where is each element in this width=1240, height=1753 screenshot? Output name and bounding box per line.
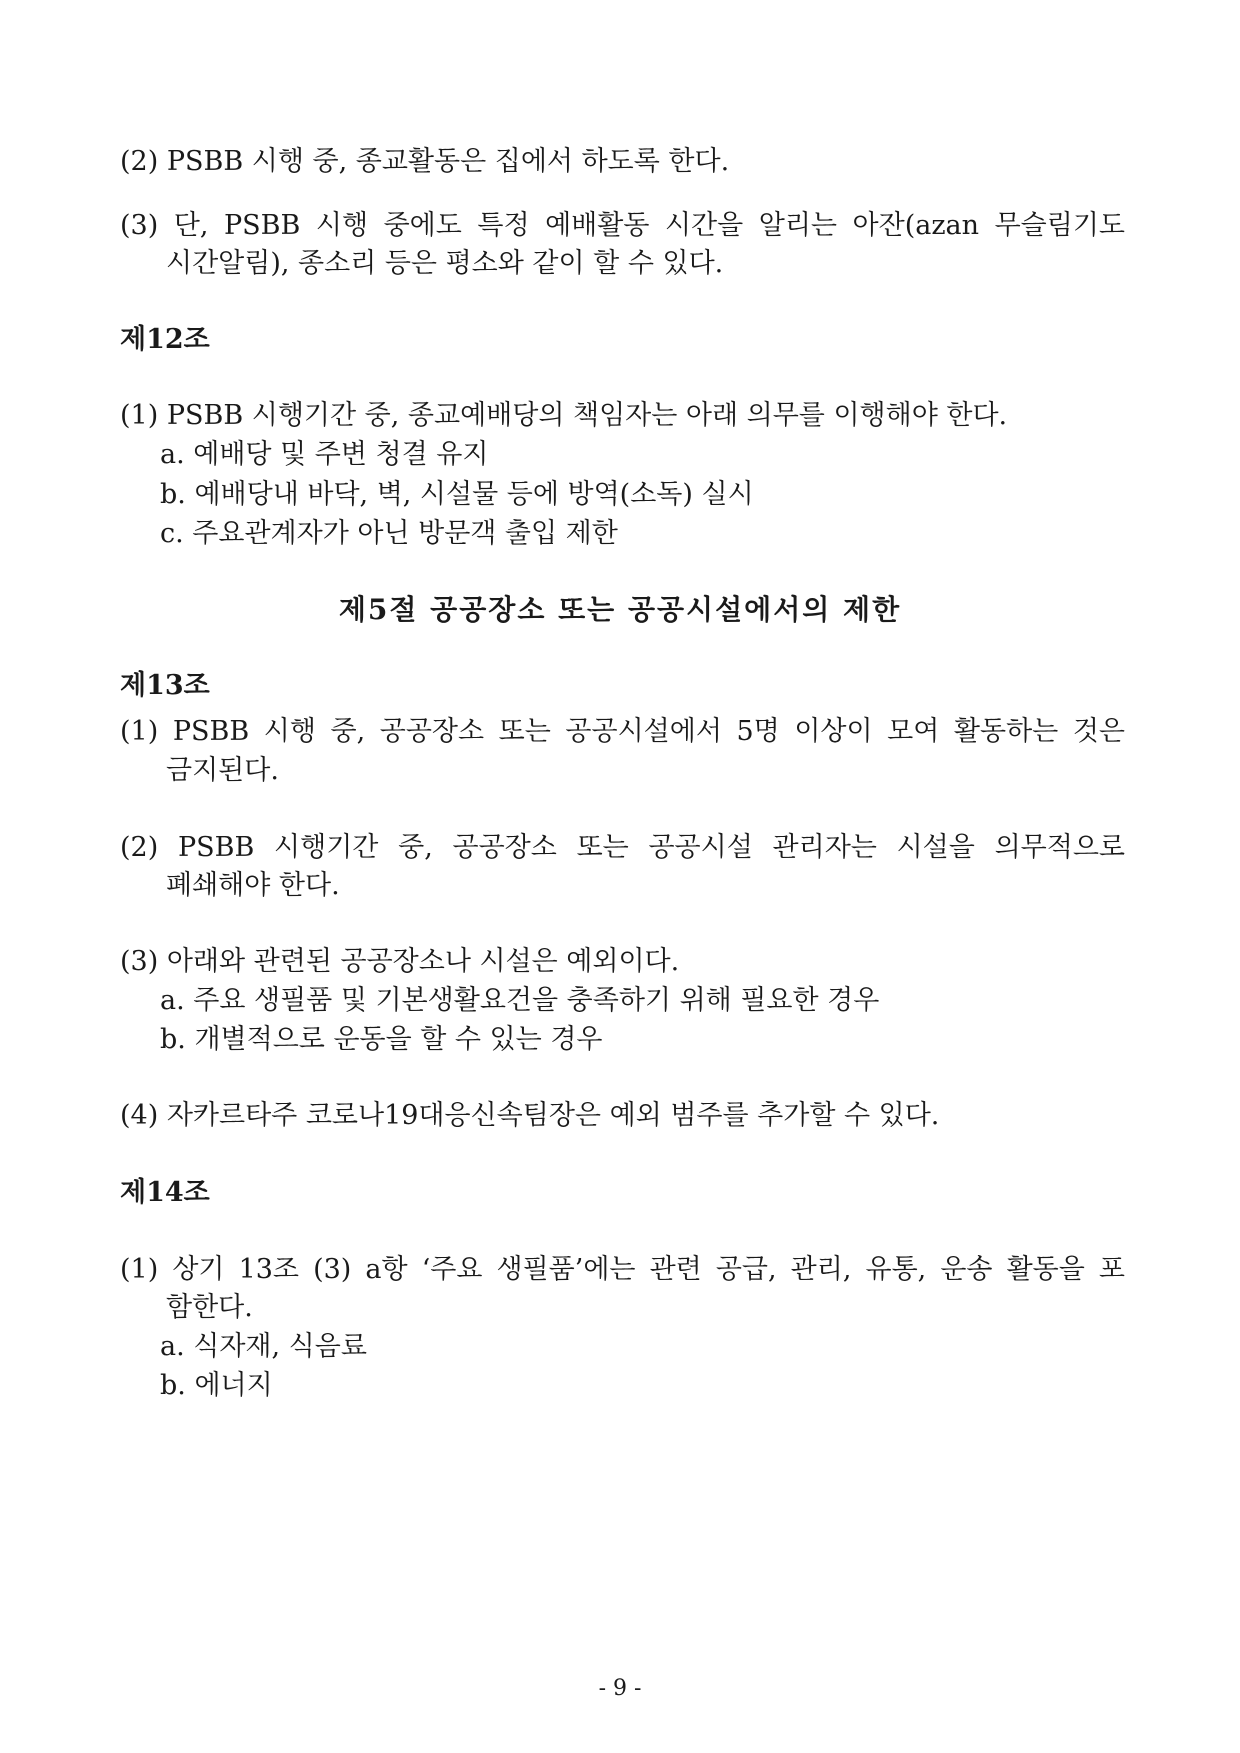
article14-para1-line1: (1) 상기 13조 (3) a항 ‘주요 생필품’에는 관련 공급, 관리, 유통, 운송 활동을 포 [120,1254,1125,1285]
article13-para2-line2: 폐쇄해야 한다. [166,870,340,901]
article12-heading: 제12조 [120,324,210,355]
article13-heading: 제13조 [120,670,210,701]
article14-para1-line2: 함한다. [166,1292,253,1323]
article13-para1-line1: (1) PSBB 시행 중, 공공장소 또는 공공시설에서 5명 이상이 모여 활동하는 것은 [120,716,1125,747]
article11-para3-line1: (3) 단, PSBB 시행 중에도 특정 예배활동 시간을 알리는 아잔(azan 무슬림기도 [120,210,1125,241]
article12-para1: (1) PSBB 시행기간 중, 종교예배당의 책임자는 아래 의무를 이행해야 한다. [120,400,1008,431]
article14-heading: 제14조 [120,1177,210,1208]
article12-item-b: b. 예배당내 바닥, 벽, 시설물 등에 방역(소독) 실시 [160,479,754,510]
article13-para3-item-a: a. 주요 생필품 및 기본생활요건을 충족하기 위해 필요한 경우 [160,985,880,1016]
article12-item-c: c. 주요관계자가 아닌 방문객 출입 제한 [160,518,618,549]
article14-item-b: b. 에너지 [160,1370,273,1401]
section5-heading: 제5절 공공장소 또는 공공시설에서의 제한 [338,593,902,626]
article13-para1-line2: 금지된다. [166,755,279,786]
article13-para3: (3) 아래와 관련된 공공장소나 시설은 예외이다. [120,946,680,977]
article11-para2: (2) PSBB 시행 중, 종교활동은 집에서 하도록 한다. [120,146,730,177]
article13-para3-item-b: b. 개별적으로 운동을 할 수 있는 경우 [160,1024,603,1055]
article13-para4: (4) 자카르타주 코로나19대응신속팀장은 예외 범주를 추가할 수 있다. [120,1100,940,1131]
article14-item-a: a. 식자재, 식음료 [160,1331,367,1362]
article11-para3-line2: 시간알림), 종소리 등은 평소와 같이 할 수 있다. [166,248,724,279]
article12-item-a: a. 예배당 및 주변 청결 유지 [160,439,489,470]
article13-para2-line1: (2) PSBB 시행기간 중, 공공장소 또는 공공시설 관리자는 시설을 의무적으로 [120,832,1125,863]
page-number: - 9 - [598,1676,642,1701]
